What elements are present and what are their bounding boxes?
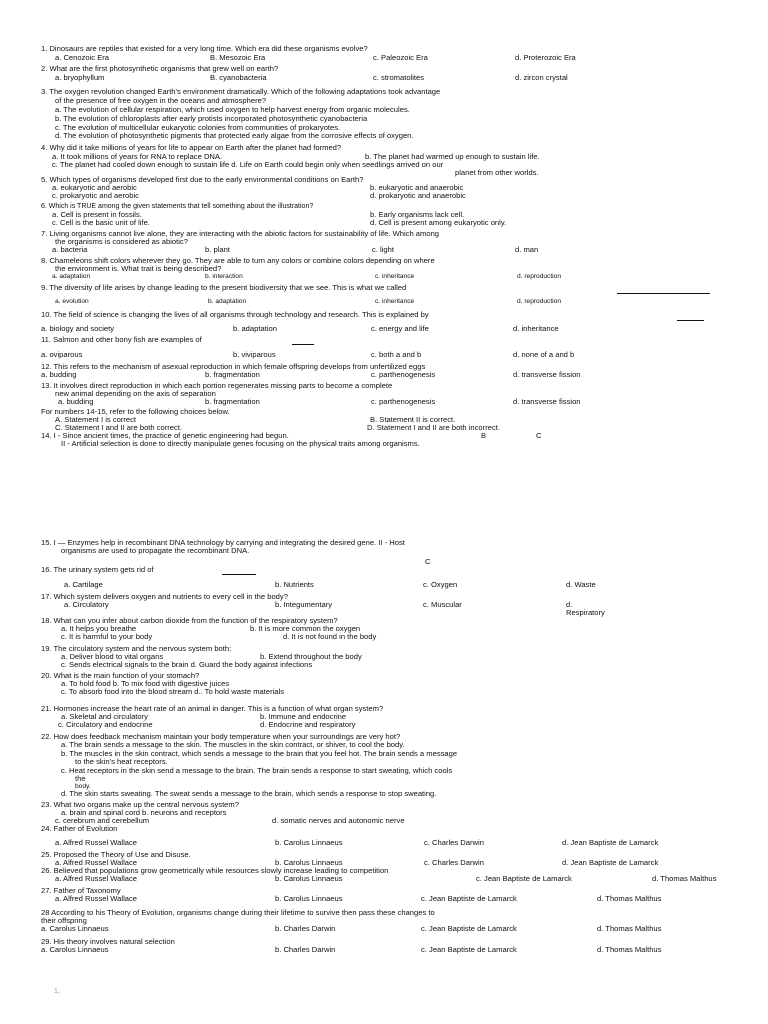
- choice-11a: a. oviparous: [41, 350, 83, 359]
- question-28-cont: their offspring: [41, 916, 87, 925]
- choice-28b: b. Charles Darwin: [275, 924, 336, 933]
- choice-1a: a. Cenozoic Era: [55, 53, 110, 62]
- choice-25d: d. Jean Baptiste de Lamarck: [562, 858, 659, 867]
- choice-18d: d. It is not found in the body: [283, 632, 377, 641]
- choice-9a: a. evolution: [55, 298, 89, 305]
- choice-10b: b. adaptation: [233, 324, 277, 333]
- choice-24c: c. Charles Darwin: [424, 838, 484, 847]
- choice-20c: c. To absorb food into the blood stream d.. To hold waste materials: [61, 687, 285, 696]
- choice-10d: d. inheritance: [513, 324, 559, 333]
- question-15-mark-c: C: [425, 557, 431, 566]
- choice-25a: a. Alfred Russel Wallace: [55, 858, 138, 867]
- choice-26a: a. Alfred Russel Wallace: [55, 874, 138, 883]
- choice-5a: a. eukaryotic and aerobic: [52, 183, 137, 192]
- choice-19c: c. Sends electrical signals to the brain d. Guard the body against infections: [61, 660, 313, 669]
- choice-5c: c. prokaryotic and aerobic: [52, 191, 139, 200]
- answer-blank-10: [677, 320, 704, 321]
- choice-26c: c. Jean Baptiste de Lamarck: [476, 874, 572, 883]
- question-17: 17. Which system delivers oxygen and nutrients to every cell in the body?: [41, 592, 288, 601]
- choice-18b: b. It is more common the oxygen: [250, 624, 361, 633]
- choice-27b: b. Carolus Linnaeus: [275, 894, 343, 903]
- question-14-mark-b: B: [481, 431, 487, 440]
- choice-27d: d. Thomas Malthus: [597, 894, 662, 903]
- choice-6d: d. Cell is present among eukaryotic only.: [370, 218, 507, 227]
- choice-C: C. Statement I and II are both correct.: [55, 423, 183, 432]
- question-1: 1. Dinosaurs are reptiles that existed for a very long time. Which era did these organisms evolve?: [41, 44, 368, 53]
- choice-6c: c. Cell is the basic unit of life.: [52, 218, 150, 227]
- question-7-cont: the organisms is considered as abiotic?: [55, 237, 188, 246]
- choice-29d: d. Thomas Malthus: [597, 945, 662, 954]
- choice-18a: a. It helps you breathe: [61, 624, 137, 633]
- choice-3a: a. The evolution of cellular respiration, which used oxygen to help harvest energy from organic molecules.: [55, 105, 410, 114]
- choice-22d: d. The skin starts sweating. The sweat sends a message to the brain, which sends a response to stop sweating.: [61, 789, 437, 798]
- question-9: 9. The diversity of life arises by change leading to the present biodiversity that we see. This is what we called: [41, 283, 407, 292]
- choice-16b: b. Nutrients: [275, 580, 314, 589]
- page-mark: 1,: [54, 988, 60, 995]
- choice-21c: c. Circulatory and endocrine: [58, 720, 153, 729]
- choice-16d: d. Waste: [566, 580, 596, 589]
- question-16: 16. The urinary system gets rid of: [41, 565, 154, 574]
- choice-22c-cont2: body.: [75, 783, 91, 790]
- choice-1b: B. Mesozoic Era: [210, 53, 266, 62]
- choice-12d: d. transverse fission: [513, 370, 581, 379]
- choice-1d: d. Proterozoic Era: [515, 53, 576, 62]
- choice-21d: d. Endocrine and respiratory: [260, 720, 356, 729]
- question-2: 2. What are the first photosynthetic organisms that grew well on earth?: [41, 64, 279, 73]
- choice-8c: c. inheritance: [375, 273, 415, 280]
- choice-25c: c. Charles Darwin: [424, 858, 484, 867]
- choice-7c: c. light: [372, 245, 394, 254]
- choice-9d: d. reproduction: [517, 298, 561, 305]
- choice-1c: c. Paleozoic Era: [373, 53, 428, 62]
- choice-13d: d. transverse fission: [513, 397, 581, 406]
- question-15-cont: organisms are used to propagate the recombinant DNA.: [61, 546, 250, 555]
- choice-10a: a. biology and society: [41, 324, 115, 333]
- choice-26d: d. Thomas Malthus: [652, 874, 717, 883]
- choice-23c: c. cerebrum and cerebellum: [55, 816, 150, 825]
- choice-17b: b. Integumentary: [275, 600, 332, 609]
- choice-2b: B. cyanobacteria: [210, 73, 267, 82]
- choice-21a: a. Skeletal and circulatory: [61, 712, 148, 721]
- choice-20a: a. To hold food b. To mix food with digestive juices: [61, 679, 230, 688]
- choice-7b: b. plant: [205, 245, 230, 254]
- choice-A: A. Statement I is correct: [55, 415, 137, 424]
- choice-3c: c. The evolution of multicellular eukaryotic colonies from communities of prokaryotes.: [55, 123, 341, 132]
- choice-22b: b. The muscles in the skin contract, which sends a message to the brain that you feel hot. The brain sends a message: [61, 749, 458, 758]
- question-12: 12. This refers to the mechanism of asexual reproduction in which female offspring develops from unfertilized eggs: [41, 362, 426, 371]
- choice-29b: b. Charles Darwin: [275, 945, 336, 954]
- answer-blank-11: [292, 344, 314, 345]
- choice-17c: c. Muscular: [423, 600, 462, 609]
- choice-8a: a. adaptation: [52, 273, 91, 280]
- choice-27a: a. Alfred Russel Wallace: [55, 894, 138, 903]
- choice-19a: a. Deliver blood to vital organs: [61, 652, 164, 661]
- choice-5d: d. prokaryotic and anaerobic: [370, 191, 466, 200]
- question-25: 25. Proposed the Theory of Use and Disuse.: [41, 850, 191, 859]
- choice-12c: c. parthenogenesis: [371, 370, 436, 379]
- question-23: 23. What two organs make up the central nervous system?: [41, 800, 239, 809]
- question-13-cont: new animal depending on the axis of separation: [55, 389, 216, 398]
- choice-9b: b. adaptation: [208, 298, 247, 305]
- question-3-cont: of the presence of free oxygen in the oceans and atmosphere?: [55, 96, 267, 105]
- choice-21b: b. Immune and endocrine: [260, 712, 347, 721]
- choice-11d: d. none of a and b: [513, 350, 575, 359]
- choice-17d: d.: [566, 600, 573, 609]
- answer-blank-9: [617, 293, 710, 294]
- choice-22c-cont: the: [75, 774, 86, 783]
- choice-23d: d. somatic nerves and autonomic nerve: [272, 816, 405, 825]
- answer-blank-16: [222, 574, 256, 575]
- question-19: 19. The circulatory system and the nervous system both:: [41, 644, 232, 653]
- choice-19b: b. Extend throughout the body: [260, 652, 362, 661]
- choice-11c: c. both a and b: [371, 350, 422, 359]
- choice-4b: b. The planet had warmed up enough to sustain life.: [365, 152, 540, 161]
- choice-4c: c. The planet had cooled down enough to sustain life d. Life on Earth could begin only when seedlings arrived on our: [52, 160, 444, 169]
- choice-29c: c. Jean Baptiste de Lamarck: [421, 945, 517, 954]
- question-26: 26. Believed that populations grow geometrically while resources slowly increase leading to competition: [41, 866, 389, 875]
- choice-11b: b. viviparous: [233, 350, 276, 359]
- choice-6a: a. Cell is present in fossils.: [52, 210, 142, 219]
- question-8-cont: the environment is. What trait is being described?: [55, 264, 222, 273]
- question-13: 13. It involves direct reproduction in which each portion regenerates missing parts to become a complete: [41, 381, 393, 390]
- choice-6b: b. Early organisms lack cell.: [370, 210, 465, 219]
- choice-22a: a. The brain sends a message to the skin. The muscles in the skin contract, or shiver, to cool the body.: [61, 740, 405, 749]
- question-20: 20. What is the main function of your stomach?: [41, 671, 200, 680]
- choice-17d-cont: Respiratory: [566, 608, 605, 617]
- question-28: 28 According to his Theory of Evolution, organisms change during their lifetime to survive then pass these changes to: [41, 908, 435, 917]
- choice-27c: c. Jean Baptiste de Lamarck: [421, 894, 517, 903]
- choice-2a: a. bryophyllum: [55, 73, 105, 82]
- choice-12b: b. fragmentation: [205, 370, 260, 379]
- choice-16a: a. Cartilage: [64, 580, 103, 589]
- choice-2c: c. stromatolites: [373, 73, 425, 82]
- choice-3d: d. The evolution of photosynthetic pigments that protected early algae from the corrosive effects of oxygen.: [55, 131, 414, 140]
- choice-13c: c. parthenogenesis: [371, 397, 436, 406]
- question-14: 14. I - Since ancient times, the practice of genetic engineering had begun.: [41, 431, 289, 440]
- choice-5b: b. eukaryotic and anaerobic: [370, 183, 464, 192]
- question-7: 7. Living organisms cannot live alone, they are interacting with the abiotic factors for sustainability of life. Which among: [41, 229, 440, 238]
- choice-29a: a. Carolus Linnaeus: [41, 945, 109, 954]
- question-11: 11. Salmon and other bony fish are examples of: [41, 335, 202, 344]
- choice-28c: c. Jean Baptiste de Lamarck: [421, 924, 517, 933]
- choice-9c: c. inheritance: [375, 298, 415, 305]
- question-14-statement-2: II - Artificial selection is done to directly manipulate genes focusing on the physical traits among organisms.: [61, 439, 420, 448]
- choice-23a: a. brain and spinal cord b. neurons and receptors: [61, 808, 227, 817]
- choice-12a: a. budding: [41, 370, 77, 379]
- choices-intro: For numbers 14-15, refer to the following choices below.: [41, 407, 230, 416]
- choice-10c: c. energy and life: [371, 324, 429, 333]
- question-6: 6. Which is TRUE among the given statements that tell something about the illustration?: [41, 203, 314, 210]
- choice-24a: a. Alfred Russel Wallace: [55, 838, 138, 847]
- choice-4c-cont: planet from other worlds.: [455, 168, 539, 177]
- question-21: 21. Hormones increase the heart rate of an animal in danger. This is a function of what organ system?: [41, 704, 384, 713]
- choice-13b: b. fragmentation: [205, 397, 260, 406]
- question-22: 22. How does feedback mechanism maintain your body temperature when your surroundings are very hot?: [41, 732, 401, 741]
- choice-D: D. Statement I and II are both incorrect.: [367, 423, 500, 432]
- choice-28a: a. Carolus Linnaeus: [41, 924, 109, 933]
- choice-2d: d. zircon crystal: [515, 73, 568, 82]
- choice-17a: a. Circulatory: [64, 600, 109, 609]
- question-10: 10. The field of science is changing the lives of all organisms through technology and research. This is explained by: [41, 310, 429, 319]
- choice-7a: a. bacteria: [52, 245, 88, 254]
- choice-4a: a. It took millions of years for RNA to replace DNA.: [52, 152, 223, 161]
- choice-16c: c. Oxygen: [423, 580, 458, 589]
- choice-3b: b. The evolution of chloroplasts after early protists incorporated photosynthetic cyanobacteria: [55, 114, 368, 123]
- choice-7d: d. man: [515, 245, 539, 254]
- question-5: 5. Which types of organisms developed first due to the early environmental conditions on Earth?: [41, 175, 364, 184]
- choice-24d: d. Jean Baptiste de Lamarck: [562, 838, 659, 847]
- choice-8b: b. interaction: [205, 273, 243, 280]
- choice-18c: c. It is harmful to your body: [61, 632, 153, 641]
- choice-25b: b. Carolus Linnaeus: [275, 858, 343, 867]
- choice-28d: d. Thomas Malthus: [597, 924, 662, 933]
- choice-B: B. Statement II is correct.: [370, 415, 456, 424]
- question-14-mark-c: C: [536, 431, 542, 440]
- question-3: 3. The oxygen revolution changed Earth's environment dramatically. Which of the following adaptations took advantage: [41, 87, 441, 96]
- choice-26b: b. Carolus Linnaeus: [275, 874, 343, 883]
- question-15: 15. I — Enzymes help in recombinant DNA technology by carrying and integrating the desired gene. II - Host: [41, 538, 405, 547]
- choice-8d: d. reproduction: [517, 273, 561, 280]
- question-29: 29. His theory involves natural selection: [41, 937, 175, 946]
- question-8: 8. Chameleons shift colors wherever they go. They are able to turn any colors or combine colors depending on where: [41, 256, 435, 265]
- choice-22b-cont: to the skin's heat receptors.: [75, 757, 168, 766]
- choice-22c: c. Heat receptors in the skin send a message to the brain. The brain sends a response to start sweating, which cools: [61, 766, 453, 775]
- choice-24b: b. Carolus Linnaeus: [275, 838, 343, 847]
- question-24: 24. Father of Evolution: [41, 824, 118, 833]
- choice-13a: a. budding: [58, 397, 94, 406]
- question-4: 4. Why did it take millions of years for life to appear on Earth after the planet had formed?: [41, 143, 342, 152]
- question-18: 18. What can you infer about carbon dioxide from the function of the respiratory system?: [41, 616, 338, 625]
- question-27: 27. Father of Taxonomy: [41, 886, 121, 895]
